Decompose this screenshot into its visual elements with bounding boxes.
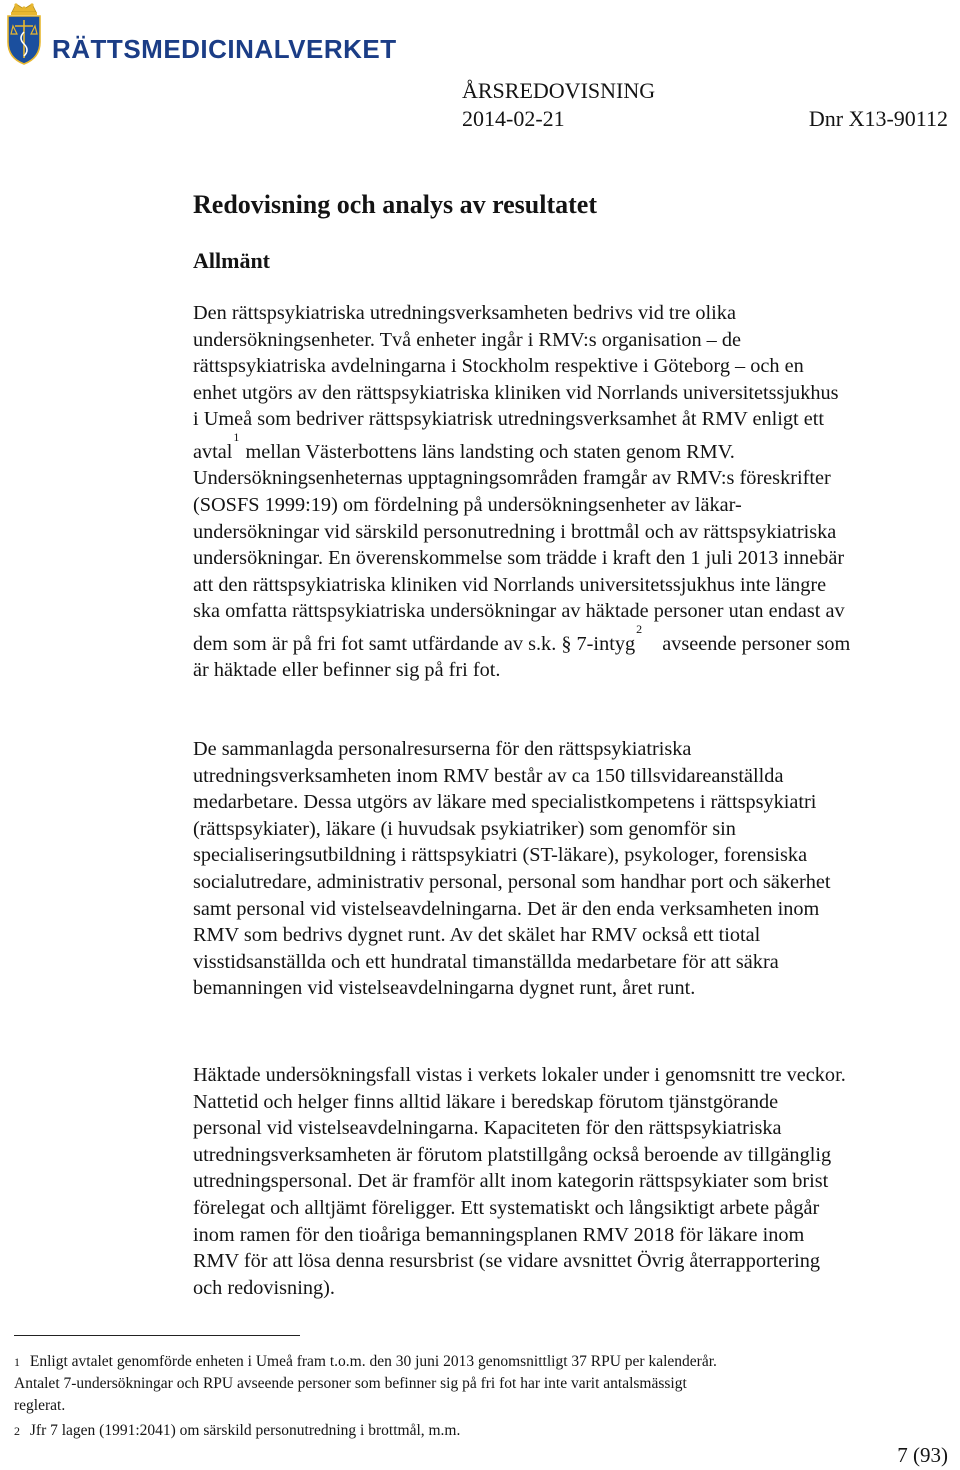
text-line	[193, 429, 960, 465]
footnote-number: 1	[14, 1355, 20, 1369]
text-line: Den rättspsykiatriska utredningsverksamheten bedrivs vid tre olika	[193, 302, 736, 324]
text-segment: avseende personer som	[662, 632, 851, 655]
footnote-divider	[14, 1335, 300, 1336]
footnote-2	[14, 1420, 954, 1442]
text-line: undersökningar vid särskild personutredning i brottmål och av rättspsykiatriska	[193, 520, 837, 543]
text-line: (SOSFS 1999:19) om fördelning på undersökningsenheter av läkar-	[193, 493, 742, 516]
text-line: och redovisning).	[193, 1276, 335, 1299]
paragraph-capacity	[193, 1062, 960, 1301]
text-line: ska omfatta rättspsykiatriska undersökningar av häktade personer utan endast av	[193, 600, 845, 623]
text-line: förelegat och alltjämt föreligger. Ett systematiskt och långsiktigt arbete pågår	[193, 1196, 820, 1219]
text-line: inom ramen för den tioåriga bemanningsplanen RMV 2018 för läkare inom	[193, 1223, 805, 1246]
text-line: personal vid vistelseavdelningarna. Kapaciteten för den rättspsykiatriska	[193, 1117, 782, 1140]
text-line: socialutredare, administrativ personal, personal som handhar port och säkerhet	[193, 870, 831, 893]
text-segment: dem som är på fri fot samt utfärdande av s.k. § 7-intyg	[193, 632, 636, 655]
document-date: 2014-02-21	[462, 106, 565, 131]
text-line: Undersökningsenheternas upptagningsområden framgår av RMV:s föreskrifter	[193, 467, 831, 490]
page-title: Redovisning och analys av resultatet	[193, 190, 597, 219]
footnote-reference[interactable]: 1	[233, 429, 240, 444]
text-line: utredningsverksamheten inom RMV består av ca 150 tillsvidareanställda	[193, 764, 784, 787]
text-line	[193, 621, 960, 657]
text-line: undersökningsenheter. Två enheter ingår i RMV:s organisation – de	[193, 328, 742, 351]
text-line: undersökningar. En överenskommelse som trädde i kraft den 1 juli 2013 innebär	[193, 547, 845, 570]
footnote-reference[interactable]: 2	[636, 621, 643, 636]
text-line: rättspsykiatriska avdelningarna i Stockholm respektive i Göteborg – och en	[193, 355, 804, 378]
footnote-line: Antalet 7-undersökningar och RPU avseende personer som befinner sig på fri fot har inte varit antalsmässigt	[14, 1375, 687, 1392]
text-line: specialiseringsutbildning i rättspsykiatri (ST-läkare), psykologer, forensiska	[193, 844, 808, 867]
text-line: är häktade eller befinner sig på fri fot.	[193, 659, 501, 682]
footnote-number: 2	[14, 1424, 20, 1438]
text-line: utredningsverksamheten är förutom platstillgång också beroende av tillgänglig	[193, 1143, 832, 1166]
text-line: De sammanlagda personalresurserna för den rättspsykiatriska	[193, 738, 692, 760]
paragraph-units	[193, 300, 960, 684]
coat-of-arms-icon	[2, 2, 46, 66]
footnote-line: reglerat.	[14, 1397, 66, 1414]
page-number: 7 (93)	[897, 1443, 948, 1467]
footnote-line	[14, 1420, 954, 1442]
footnote-1	[14, 1351, 954, 1417]
text-line: RMV för att lösa denna resursbrist (se vidare avsnittet Övrig återrapportering	[193, 1250, 821, 1273]
text-line: medarbetare. Dessa utgörs av läkare med specialistkompetens i rättspsykiatri	[193, 791, 817, 814]
text-segment: avtal	[193, 440, 233, 463]
text-line: (rättspsykiater), läkare (i huvudsak psykiatriker) som genomför sin	[193, 817, 736, 840]
document-registration-number: Dnr X13-90112	[808, 106, 948, 131]
text-line: Häktade undersökningsfall vistas i verkets lokaler under i genomsnitt tre veckor.	[193, 1064, 846, 1086]
text-line: samt personal vid vistelseavdelningarna. Det är den enda verksamheten inom	[193, 897, 820, 920]
agency-logo-text: RÄTTSMEDICINALVERKET	[52, 34, 397, 64]
footnote-text: Enligt avtalet genomförde enheten i Umeå fram t.o.m. den 30 juni 2013 genomsnittligt 37 RPU per kalenderår.	[29, 1353, 717, 1370]
footnote-text: Jfr 7 lagen (1991:2041) om särskild personutredning i brottmål, m.m.	[29, 1422, 461, 1439]
paragraph-staff	[193, 736, 960, 1002]
text-line: bemanningen vid vistelseavdelningarna dygnet runt, året runt.	[193, 977, 696, 1000]
text-line: Nattetid och helger finns alltid läkare i beredskap förutom tjänstgörande	[193, 1090, 779, 1113]
text-line: i Umeå som bedriver rättspsykiatrisk utredningsverksamhet åt RMV enligt ett	[193, 408, 825, 431]
text-line: att den rättspsykiatriska kliniken vid Norrlands universitetssjukhus inte längre	[193, 573, 827, 596]
text-line: utredningspersonal. Det är framför allt inom kategorin rättspsykiater som brist	[193, 1170, 829, 1193]
document-type: ÅRSREDOVISNING	[462, 78, 656, 103]
text-line: enhet utgörs av den rättspsykiatriska kliniken vid Norrlands universitetssjukhus	[193, 381, 839, 404]
text-segment: mellan Västerbottens läns landsting och staten genom RMV.	[245, 440, 735, 463]
text-line: visstidsanställda och ett hundratal timanställda medarbetare för att säkra	[193, 950, 779, 973]
footnote-line	[14, 1351, 954, 1373]
text-line: RMV som bedrivs dygnet runt. Av det skälet har RMV också ett tiotal	[193, 924, 761, 947]
section-subheading: Allmänt	[193, 248, 270, 273]
